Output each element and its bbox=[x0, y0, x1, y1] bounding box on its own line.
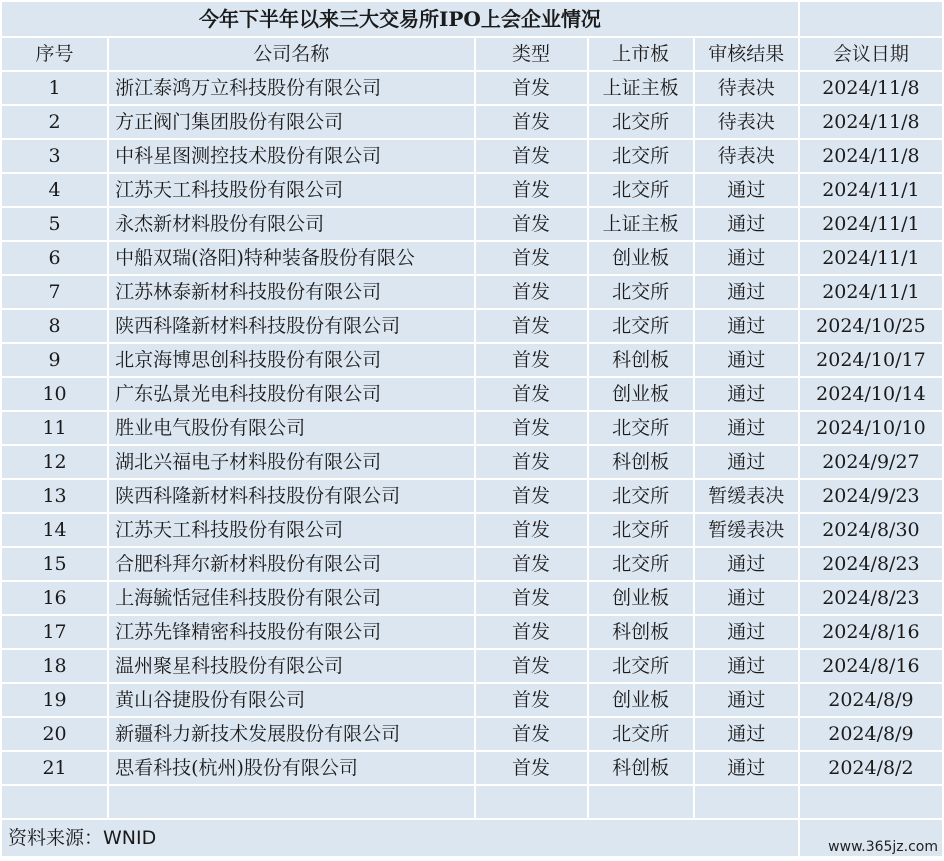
cell-type: 首发 bbox=[476, 684, 587, 716]
source-row bbox=[2, 820, 942, 856]
cell-board: 创业板 bbox=[589, 242, 693, 274]
empty-row bbox=[2, 786, 942, 818]
cell-board: 北交所 bbox=[589, 480, 693, 512]
table-row bbox=[2, 718, 942, 750]
cell-type: 首发 bbox=[476, 276, 587, 308]
cell-index: 1 bbox=[2, 72, 107, 104]
cell-index: 8 bbox=[2, 310, 107, 342]
cell-company: 陕西科隆新材料科技股份有限公司 bbox=[109, 310, 473, 342]
cell-company: 浙江泰鸿万立科技股份有限公司 bbox=[109, 72, 473, 104]
cell-board: 北交所 bbox=[589, 310, 693, 342]
cell-board: 北交所 bbox=[589, 174, 693, 206]
table-row bbox=[2, 72, 942, 104]
cell-type: 首发 bbox=[476, 548, 587, 580]
cell-result: 暂缓表决 bbox=[695, 480, 798, 512]
cell-type: 首发 bbox=[476, 242, 587, 274]
cell-company: 上海毓恬冠佳科技股份有限公司 bbox=[109, 582, 473, 614]
cell-date: 2024/8/23 bbox=[800, 548, 942, 580]
cell-board: 北交所 bbox=[589, 140, 693, 172]
cell-type: 首发 bbox=[476, 378, 587, 410]
cell-company: 新疆科力新技术发展股份有限公司 bbox=[109, 718, 473, 750]
cell-result: 通过 bbox=[695, 718, 798, 750]
table-row bbox=[2, 514, 942, 546]
cell-date: 2024/9/27 bbox=[800, 446, 942, 478]
cell-index: 5 bbox=[2, 208, 107, 240]
cell-index: 18 bbox=[2, 650, 107, 682]
table-row bbox=[2, 344, 942, 376]
source-note: 资料来源：WNID bbox=[2, 820, 798, 856]
table-row bbox=[2, 310, 942, 342]
cell-board: 创业板 bbox=[589, 582, 693, 614]
cell-result: 通过 bbox=[695, 378, 798, 410]
cell-type: 首发 bbox=[476, 718, 587, 750]
cell-type: 首发 bbox=[476, 106, 587, 138]
table-row bbox=[2, 548, 942, 580]
cell-result: 待表决 bbox=[695, 140, 798, 172]
cell-company: 北京海博思创科技股份有限公司 bbox=[109, 344, 473, 376]
cell-company: 永杰新材料股份有限公司 bbox=[109, 208, 473, 240]
empty-cell bbox=[476, 786, 587, 818]
cell-index: 20 bbox=[2, 718, 107, 750]
cell-company: 江苏天工科技股份有限公司 bbox=[109, 514, 473, 546]
cell-index: 10 bbox=[2, 378, 107, 410]
cell-company: 陕西科隆新材料科技股份有限公司 bbox=[109, 480, 473, 512]
cell-type: 首发 bbox=[476, 650, 587, 682]
cell-type: 首发 bbox=[476, 140, 587, 172]
table-row bbox=[2, 582, 942, 614]
cell-result: 通过 bbox=[695, 548, 798, 580]
cell-date: 2024/11/8 bbox=[800, 72, 942, 104]
cell-date: 2024/11/1 bbox=[800, 242, 942, 274]
cell-index: 11 bbox=[2, 412, 107, 444]
cell-date: 2024/8/16 bbox=[800, 616, 942, 648]
cell-company: 中科星图测控技术股份有限公司 bbox=[109, 140, 473, 172]
cell-index: 6 bbox=[2, 242, 107, 274]
cell-date: 2024/11/8 bbox=[800, 106, 942, 138]
cell-type: 首发 bbox=[476, 514, 587, 546]
cell-date: 2024/10/10 bbox=[800, 412, 942, 444]
table-title: 今年下半年以来三大交易所IPO上会企业情况 bbox=[2, 2, 798, 36]
cell-board: 上证主板 bbox=[589, 72, 693, 104]
cell-company: 黄山谷捷股份有限公司 bbox=[109, 684, 473, 716]
cell-board: 科创板 bbox=[589, 752, 693, 784]
cell-board: 北交所 bbox=[589, 106, 693, 138]
cell-company: 思看科技(杭州)股份有限公司 bbox=[109, 752, 473, 784]
cell-result: 通过 bbox=[695, 446, 798, 478]
table-row bbox=[2, 140, 942, 172]
cell-board: 科创板 bbox=[589, 616, 693, 648]
cell-index: 17 bbox=[2, 616, 107, 648]
watermark: www.365jz.com bbox=[800, 820, 942, 856]
cell-company: 江苏先锋精密科技股份有限公司 bbox=[109, 616, 473, 648]
cell-index: 15 bbox=[2, 548, 107, 580]
cell-result: 通过 bbox=[695, 684, 798, 716]
header-company: 公司名称 bbox=[109, 38, 473, 70]
cell-index: 16 bbox=[2, 582, 107, 614]
table-row bbox=[2, 480, 942, 512]
cell-date: 2024/8/16 bbox=[800, 650, 942, 682]
cell-company: 广东弘景光电科技股份有限公司 bbox=[109, 378, 473, 410]
cell-index: 2 bbox=[2, 106, 107, 138]
cell-date: 2024/8/30 bbox=[800, 514, 942, 546]
cell-board: 北交所 bbox=[589, 514, 693, 546]
table-row bbox=[2, 684, 942, 716]
cell-result: 通过 bbox=[695, 242, 798, 274]
cell-index: 21 bbox=[2, 752, 107, 784]
cell-company: 湖北兴福电子材料股份有限公司 bbox=[109, 446, 473, 478]
cell-company: 江苏林泰新材科技股份有限公司 bbox=[109, 276, 473, 308]
cell-company: 温州聚星科技股份有限公司 bbox=[109, 650, 473, 682]
cell-board: 北交所 bbox=[589, 412, 693, 444]
cell-type: 首发 bbox=[476, 412, 587, 444]
cell-board: 北交所 bbox=[589, 548, 693, 580]
empty-cell bbox=[800, 786, 942, 818]
header-index: 序号 bbox=[2, 38, 107, 70]
cell-result: 通过 bbox=[695, 752, 798, 784]
table-row bbox=[2, 752, 942, 784]
title-row bbox=[2, 2, 942, 36]
cell-type: 首发 bbox=[476, 344, 587, 376]
cell-date: 2024/8/9 bbox=[800, 684, 942, 716]
table-row bbox=[2, 106, 942, 138]
table-row bbox=[2, 616, 942, 648]
cell-result: 通过 bbox=[695, 582, 798, 614]
cell-result: 通过 bbox=[695, 208, 798, 240]
cell-type: 首发 bbox=[476, 72, 587, 104]
cell-date: 2024/11/1 bbox=[800, 276, 942, 308]
header-result: 审核结果 bbox=[695, 38, 798, 70]
cell-board: 科创板 bbox=[589, 446, 693, 478]
cell-date: 2024/9/23 bbox=[800, 480, 942, 512]
cell-index: 19 bbox=[2, 684, 107, 716]
cell-result: 待表决 bbox=[695, 106, 798, 138]
cell-board: 北交所 bbox=[589, 650, 693, 682]
cell-result: 待表决 bbox=[695, 72, 798, 104]
header-row bbox=[2, 38, 942, 70]
cell-result: 通过 bbox=[695, 276, 798, 308]
cell-date: 2024/8/9 bbox=[800, 718, 942, 750]
cell-type: 首发 bbox=[476, 208, 587, 240]
table-row bbox=[2, 242, 942, 274]
cell-board: 科创板 bbox=[589, 344, 693, 376]
cell-board: 北交所 bbox=[589, 276, 693, 308]
table-row bbox=[2, 208, 942, 240]
empty-cell bbox=[109, 786, 473, 818]
table-row bbox=[2, 276, 942, 308]
empty-cell bbox=[695, 786, 798, 818]
cell-index: 4 bbox=[2, 174, 107, 206]
title-blank-cell bbox=[800, 2, 942, 36]
cell-index: 12 bbox=[2, 446, 107, 478]
cell-index: 14 bbox=[2, 514, 107, 546]
cell-result: 暂缓表决 bbox=[695, 514, 798, 546]
empty-cell bbox=[589, 786, 693, 818]
empty-cell bbox=[2, 786, 107, 818]
cell-index: 9 bbox=[2, 344, 107, 376]
cell-date: 2024/10/14 bbox=[800, 378, 942, 410]
table-row bbox=[2, 446, 942, 478]
cell-index: 7 bbox=[2, 276, 107, 308]
cell-type: 首发 bbox=[476, 174, 587, 206]
cell-type: 首发 bbox=[476, 446, 587, 478]
cell-company: 合肥科拜尔新材料股份有限公司 bbox=[109, 548, 473, 580]
cell-type: 首发 bbox=[476, 616, 587, 648]
cell-board: 上证主板 bbox=[589, 208, 693, 240]
cell-result: 通过 bbox=[695, 310, 798, 342]
table-row bbox=[2, 412, 942, 444]
cell-company: 中船双瑞(洛阳)特种装备股份有限公 bbox=[109, 242, 473, 274]
cell-date: 2024/8/2 bbox=[800, 752, 942, 784]
cell-company: 胜业电气股份有限公司 bbox=[109, 412, 473, 444]
cell-index: 3 bbox=[2, 140, 107, 172]
cell-date: 2024/10/17 bbox=[800, 344, 942, 376]
cell-board: 创业板 bbox=[589, 378, 693, 410]
cell-result: 通过 bbox=[695, 412, 798, 444]
cell-index: 13 bbox=[2, 480, 107, 512]
cell-company: 江苏天工科技股份有限公司 bbox=[109, 174, 473, 206]
cell-company: 方正阀门集团股份有限公司 bbox=[109, 106, 473, 138]
cell-date: 2024/11/8 bbox=[800, 140, 942, 172]
header-type: 类型 bbox=[476, 38, 587, 70]
table-row bbox=[2, 174, 942, 206]
cell-board: 创业板 bbox=[589, 684, 693, 716]
table-row bbox=[2, 650, 942, 682]
header-date: 会议日期 bbox=[800, 38, 942, 70]
cell-date: 2024/11/1 bbox=[800, 174, 942, 206]
cell-board: 北交所 bbox=[589, 718, 693, 750]
cell-result: 通过 bbox=[695, 616, 798, 648]
cell-date: 2024/10/25 bbox=[800, 310, 942, 342]
cell-result: 通过 bbox=[695, 344, 798, 376]
cell-result: 通过 bbox=[695, 174, 798, 206]
cell-date: 2024/8/23 bbox=[800, 582, 942, 614]
table-row bbox=[2, 378, 942, 410]
header-board: 上市板 bbox=[589, 38, 693, 70]
cell-date: 2024/11/1 bbox=[800, 208, 942, 240]
cell-type: 首发 bbox=[476, 480, 587, 512]
cell-result: 通过 bbox=[695, 650, 798, 682]
cell-type: 首发 bbox=[476, 752, 587, 784]
cell-type: 首发 bbox=[476, 582, 587, 614]
cell-type: 首发 bbox=[476, 310, 587, 342]
